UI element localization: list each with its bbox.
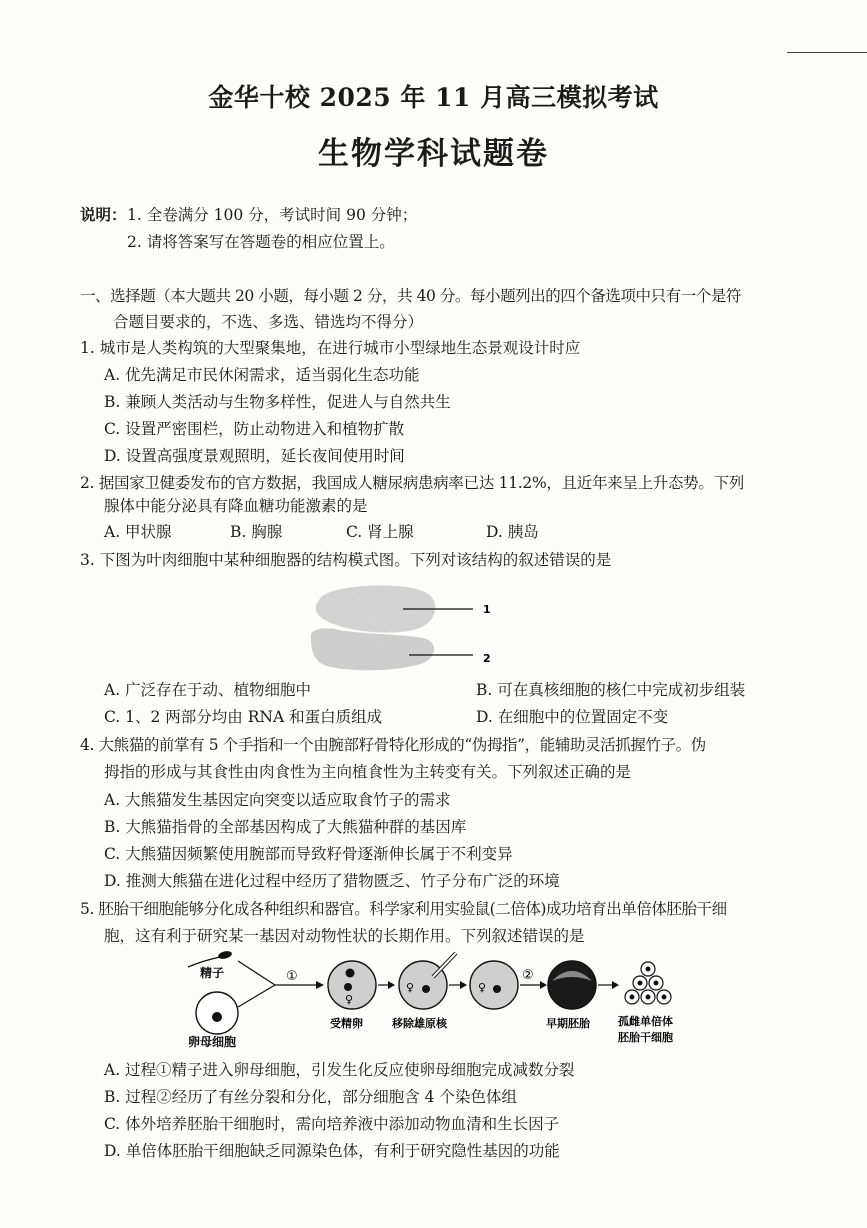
ribosome-figure (305, 582, 505, 674)
option-c: C. 设置严密围栏，防止动物进入和植物扩散 (104, 420, 405, 438)
option-b: B. 兼顾人类活动与生物多样性，促进人与自然共生 (104, 393, 451, 411)
figure-label-1: 1 (483, 603, 491, 616)
embryo-label: 早期胚胎 (546, 1017, 590, 1030)
option-c: C. 大熊猫因频繁使用腕部而导致籽骨逐渐伸长属于不利变异 (104, 845, 513, 863)
option-b: B. 大熊猫指骨的全部基因构成了大熊猫种群的基因库 (104, 818, 467, 836)
question-stem-cont: 腺体中能分泌具有降血糖功能激素的是 (104, 497, 368, 515)
option-c: C. 1、2 两部分均由 RNA 和蛋白质组成 (104, 708, 383, 726)
option-a: A. 大熊猫发生基因定向突变以适应取食竹子的需求 (104, 791, 451, 809)
option-a: A. 过程①精子进入卵母细胞，引发生化反应使卵母细胞完成减数分裂 (104, 1061, 575, 1079)
question-stem-cont: 拇指的形成与其食性由肉食性为主向植食性为主转变有关。下列叙述正确的是 (104, 763, 632, 781)
question-stem: 1. 城市是人类构筑的大型聚集地，在进行城市小型绿地生态景观设计时应 (80, 339, 581, 357)
option-b: B. 可在真核细胞的核仁中完成初步组装 (476, 681, 746, 699)
step1-label: ① (286, 969, 298, 984)
merge-line (238, 985, 275, 1007)
svg-text:♀: ♀ (345, 993, 354, 1006)
option-b: B. 过程②经历了有丝分裂和分化，部分细胞含 4 个染色体组 (104, 1088, 517, 1106)
svg-text:♀: ♀ (406, 981, 415, 994)
instructions-label: 说明： (80, 205, 127, 224)
question-stem: 4. 大熊猫的前掌有 5 个手指和一个由腕部籽骨特化形成的“伪拇指”，能辅助灵活抓握竹子。伪 (80, 736, 706, 754)
option-a: A. 优先满足市民休闲需求，适当弱化生态功能 (104, 366, 420, 384)
merge-line (238, 961, 275, 985)
question-stem: 3. 下图为叶肉细胞中某种细胞器的结构模式图。下列对该结构的叙述错误的是 (80, 551, 612, 569)
option-d: D. 胰岛 (486, 523, 539, 541)
result-label-1: 孤雌单倍体 (618, 1015, 673, 1028)
egg-label: 卵母细胞 (188, 1035, 237, 1049)
sperm-cell (188, 950, 233, 967)
option-d: D. 推测大熊猫在进化过程中经历了猎物匮乏、竹子分布广泛的环境 (104, 872, 560, 890)
arrow-head (388, 981, 395, 989)
step2-label: ② (522, 968, 534, 983)
option-d: D. 在细胞中的位置固定不变 (476, 708, 669, 726)
result-label-2: 胚胎干细胞 (618, 1031, 673, 1044)
section-heading: 一、选择题（本大题共 20 小题，每小题 2 分，共 40 分。每小题列出的四个备选项中只有一个是符 (80, 287, 741, 305)
embryo-process-figure (180, 947, 700, 1051)
question-stem-cont: 胞，这有利于研究某一基因对动物性状的长期作用。下列叙述错误的是 (104, 927, 585, 945)
svg-text:♀: ♀ (478, 981, 487, 994)
header-rule (787, 52, 867, 53)
option-c: C. 肾上腺 (346, 523, 414, 541)
figure-label-2: 2 (483, 652, 491, 665)
ribosome-small-subunit (311, 628, 434, 670)
egg-cell (196, 992, 238, 1034)
option-d: D. 设置高强度景观照明，延长夜间使用时间 (104, 447, 405, 465)
zygote-cell (328, 961, 376, 1009)
zygote-label: 受精卵 (330, 1017, 363, 1030)
exam-subtitle: 生物学科试题卷 (318, 136, 549, 172)
arrow-head (540, 981, 547, 989)
exam-title: 金华十校 2025 年 11 月高三模拟考试 (208, 83, 659, 112)
option-b: B. 胸腺 (230, 523, 283, 541)
option-a: A. 甲状腺 (104, 523, 172, 541)
arrow-head (316, 981, 324, 989)
instruction-item: 1. 全卷满分 100 分，考试时间 90 分钟； (127, 206, 418, 224)
option-d: D. 单倍体胚胎干细胞缺乏同源染色体，有利于研究隐性基因的功能 (104, 1142, 560, 1160)
arrow-head (460, 981, 467, 989)
remove-label: 移除雄原核 (392, 1017, 447, 1030)
option-c: C. 体外培养胚胎干细胞时，需向培养液中添加动物血清和生长因子 (104, 1115, 560, 1133)
instruction-item: 2. 请将答案写在答题卷的相应位置上。 (127, 233, 395, 251)
option-a: A. 广泛存在于动、植物细胞中 (104, 681, 312, 699)
nucleus-removal-cell (399, 953, 456, 1009)
section-heading-cont: 合题目要求的，不选、多选、错选均不得分） (113, 313, 424, 331)
haploid-egg-cell (470, 961, 518, 1009)
arrow-head (612, 981, 619, 989)
early-embryo (548, 961, 596, 1009)
question-stem: 5. 胚胎干细胞能够分化成各种组织和器官。科学家利用实验鼠(二倍体)成功培育出单倍体胚胎干细 (80, 900, 727, 918)
sperm-label: 精子 (200, 966, 225, 980)
question-stem: 2. 据国家卫健委发布的官方数据，我国成人糖尿病患病率已达 11.2%，且近年来呈上升态势。下列 (80, 474, 744, 492)
